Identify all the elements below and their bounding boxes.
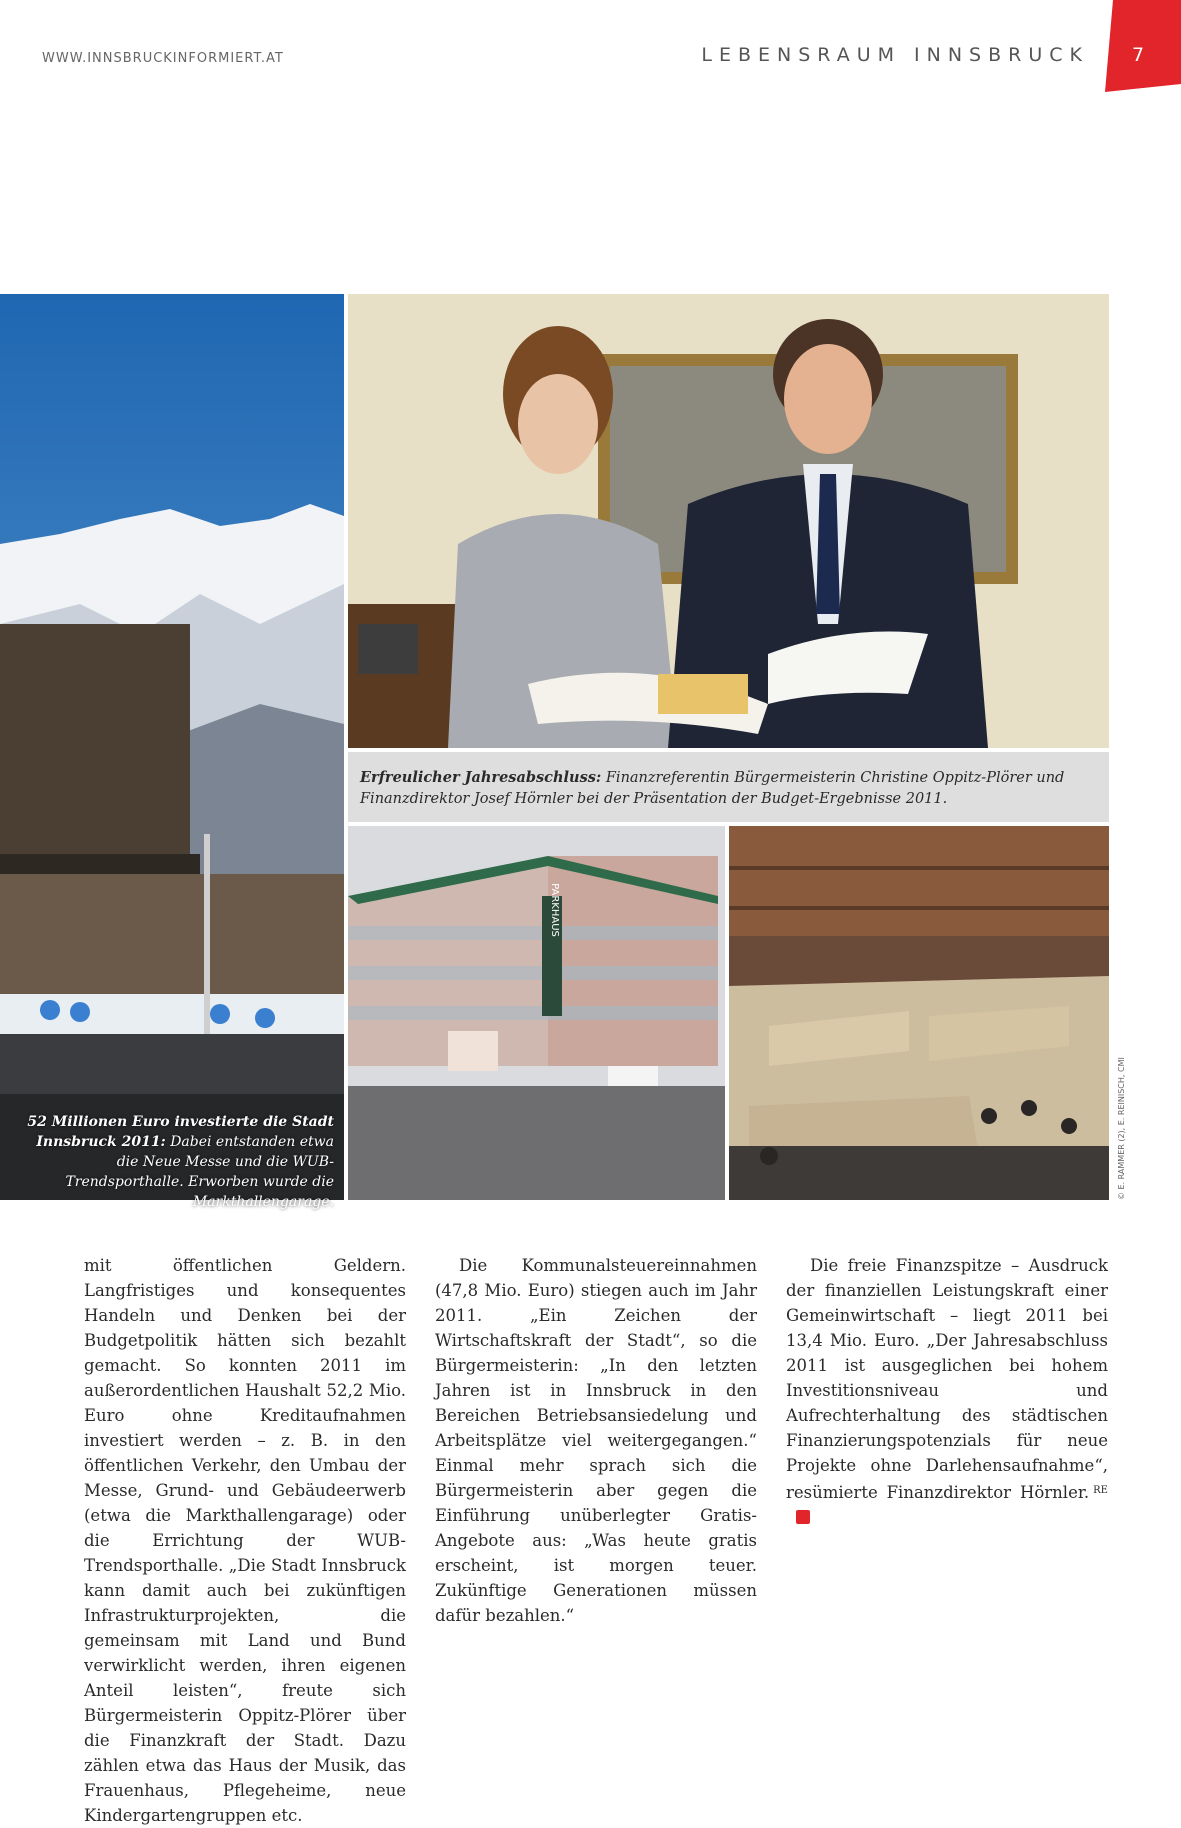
article-column-2 [435, 1253, 757, 1628]
caption-portrait-text: Finanzreferentin Bürgermeisterin Christine Oppitz-Plörer und Finanzdirektor Josef Hörnler bei der Präsentation der Budget-Ergebnisse 2011. [360, 770, 1065, 807]
author-signature: RE [1093, 1485, 1108, 1496]
caption-portrait-lead: Erfreulicher Jahresabschluss: [360, 769, 602, 786]
photo-innsbruck-messe [0, 294, 344, 1200]
photo-portrait-budget [348, 294, 1109, 748]
photo-left-caption [20, 1112, 334, 1212]
article-column-1 [84, 1253, 406, 1828]
website-url: WWW.INNSBRUCKINFORMIERT.AT [42, 51, 284, 66]
page-number: 7 [1131, 44, 1145, 66]
photo-trendsporthalle [729, 826, 1109, 1200]
end-mark-icon [796, 1510, 810, 1524]
article-paragraph: Die Kommunalsteuereinnahmen (47,8 Mio. Euro) stiegen auch im Jahr 2011. „Ein Zeichen der Wirtschaftskraft der Stadt“, so die Bürgermeisterin: „In den letzten Jahren ist in Innsbruck in den Bereichen Betriebsansiedelung und Arbeitsplätze viel weitergegangen.“ Einmal mehr sprach sich die Bürgermeisterin aber gegen die Einführung unüberlegter Gratis-Angebote aus: „Was heute gratis erscheint, ist morgen teuer. Zukünftige Generationen müssen dafür bezahlen.“ [435, 1256, 757, 1625]
caption-left-lead: 52 Millionen Euro investierte die Stadt Innsbruck 2011: [27, 1114, 334, 1150]
photo-credit: © E. RAMMER (2), E. REINISCH, CMI [1117, 1057, 1126, 1200]
article-paragraph: Die freie Finanzspitze – Ausdruck der finanziellen Leistungskraft einer Gemeinwirtschaft – liegt 2011 bei 13,4 Mio. Euro. „Der Jahresabschluss 2011 ist ausgeglichen bei hohem Investitionsniveau und Aufrechterhaltung des städtischen Finanzierungspotenzials für neue Projekte ohne Darlehensaufnahme“, resümierte Finanzdirektor Hörnler. [786, 1256, 1108, 1502]
parkhaus-sign: PARKHAUS [549, 883, 560, 937]
section-title: LEBENSRAUM INNSBRUCK [701, 44, 1089, 66]
article-paragraph: mit öffentlichen Geldern. Langfristiges und konsequentes Handeln und Denken bei der Budgetpolitik hätten sich bezahlt gemacht. So konnten 2011 im außerordentlichen Haushalt 52,2 Mio. Euro ohne Kreditaufnahmen investiert werden – z. B. in den öffentlichen Verkehr, den Umbau der Messe, Grund- und Gebäudeerwerb (etwa die Markthallengarage) oder die Errichtung der WUB-Trendsporthalle. „Die Stadt Innsbruck kann damit auch bei zukünftigen Infrastrukturprojekten, die gemeinsam mit Land und Bund verwirklicht werden, ihren eigenen Anteil leisten“, freute sich Bürgermeisterin Oppitz-Plörer über die Finanzkraft der Stadt. Dazu zählen etwa das Haus der Musik, das Frauenhaus, Pflegeheime, neue Kindergartengruppen etc. [84, 1256, 406, 1825]
article-column-3 [786, 1253, 1108, 1530]
photo-parkhaus [348, 826, 725, 1200]
photo-portrait-caption [348, 752, 1109, 822]
caption-left-text: Dabei entstanden etwa die Neue Messe und die WUB-Trendsporthalle. Erworben wurde die Markthallengarage. [65, 1134, 334, 1210]
